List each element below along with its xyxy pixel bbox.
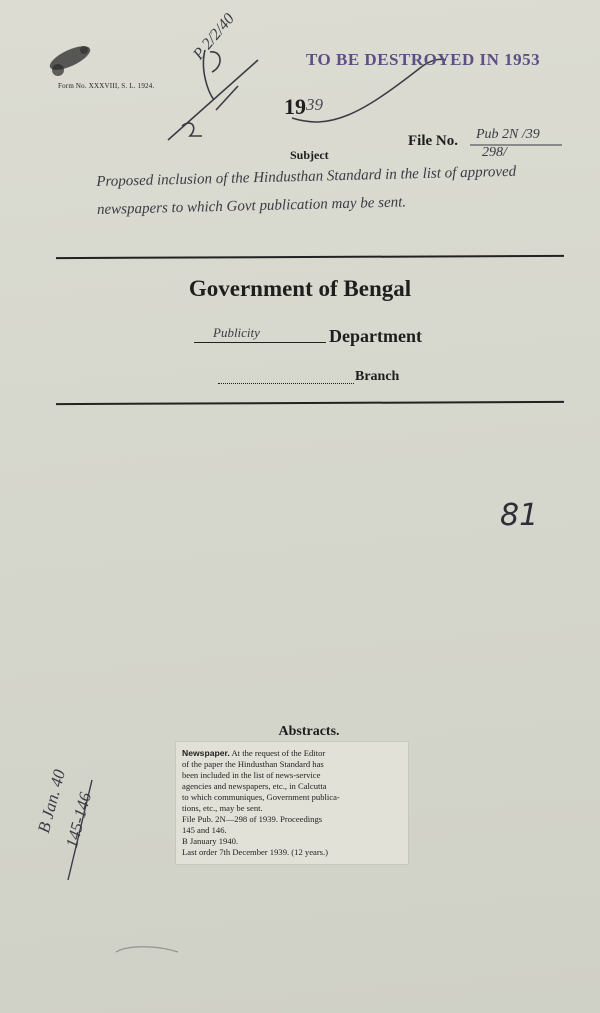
abstract-line: tions, etc., may be sent. <box>182 803 263 813</box>
abstract-line: to which communiques, Government publica- <box>182 792 340 802</box>
department-label: Department <box>329 326 422 346</box>
abstract-line: File Pub. 2N—298 of 1939. Proceedings <box>182 814 323 824</box>
margin-date-strokes <box>168 50 258 140</box>
abstract-line: been included in the list of news-service <box>182 770 321 780</box>
abstract-first-line <box>182 748 404 759</box>
abstract-line: of the paper the Hindusthan Standard has <box>182 759 324 769</box>
abstract-clipping <box>176 742 408 864</box>
pencil-mark <box>116 947 178 952</box>
file-number-line2: 298/ <box>482 145 507 160</box>
subject-text: Proposed inclusion of the Hindusthan Standard in the list of approved newspapers to which Govt publication may be sent. <box>96 163 517 218</box>
file-number-line1: Pub 2N /39 <box>476 127 540 142</box>
abstract-line: At the request of the Editor <box>231 748 326 758</box>
margin-date-note: P 2/2/40 <box>190 10 238 63</box>
destroy-stamp: TO BE DESTROYED IN 1953 <box>306 50 541 69</box>
abstract-line: B January 1940. <box>182 836 239 846</box>
year-printed: 19 <box>284 94 306 119</box>
side-note-proceedings: 145-146 <box>62 790 96 850</box>
abstract-line: Last order 7th December 1939. (12 years.) <box>182 847 329 857</box>
file-number-label: File No. <box>408 133 458 149</box>
ink-blot-icon <box>47 41 94 76</box>
form-number: Form No. XXXVIII, S. L. 1924. <box>58 82 155 90</box>
abstract-line: agencies and newspapers, etc., in Calcutta <box>182 781 327 791</box>
subject-label: Subject <box>290 148 329 162</box>
year-handwritten: 39 <box>306 95 323 114</box>
government-title: Government of Bengal <box>188 276 412 301</box>
page-number: 81 <box>500 498 539 533</box>
branch-dotted-line <box>218 383 354 384</box>
department-underline <box>194 342 326 343</box>
abstract-line: 145 and 146. <box>182 825 227 835</box>
abstracts-title: Abstracts. <box>278 724 340 739</box>
abstract-lead: Newspaper. <box>182 748 230 758</box>
side-note-date: B Jan. 40 <box>34 767 70 835</box>
branch-label: Branch <box>355 369 400 384</box>
department-name: Publicity <box>213 325 260 340</box>
